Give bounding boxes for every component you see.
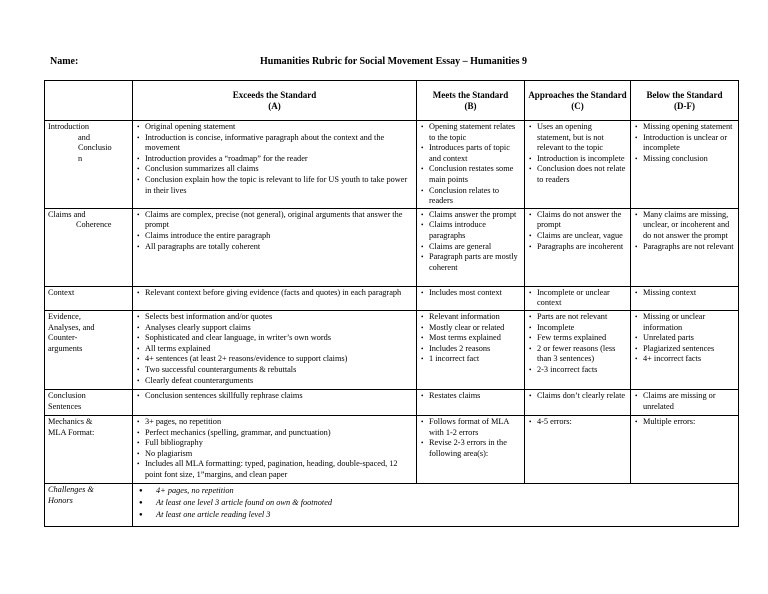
cell-below: • Multiple errors: (631, 415, 739, 483)
column-header-c: Approaches the Standard (C) (525, 81, 631, 121)
rubric-row-context (45, 286, 739, 310)
column-header-a: Exceeds the Standard (A) (133, 81, 417, 121)
rubric-row-conclusion-sentences (45, 389, 739, 415)
header-blank-cell (45, 81, 133, 121)
criterion-cell: Challenges & Honors (45, 483, 133, 526)
cell-exceeds: • Original opening statement • Introduction is concise, informative paragraph about the context and the movement • Introduction provides a “roadmap” for the reader • Conclusion summarizes all claims • Conclusion explain how the topic is relevant to life for US youth to take power in their lives (133, 121, 417, 209)
cell-below: • Missing or unclear information • Unrelated parts • Plagiarized sentences • 4+ incorrect facts (631, 310, 739, 389)
challenge-item: ● 4+ pages, no repetition (136, 485, 735, 497)
column-header-row (45, 81, 739, 121)
document-title: Humanities Rubric for Social Movement Essay – Humanities 9 (260, 56, 528, 67)
cell-exceeds: • Claims are complex, precise (not general), original arguments that answer the prompt • Claims introduce the entire paragraph • All paragraphs are totally coherent (133, 208, 417, 286)
cell-meets: • Claims answer the prompt • Claims introduce paragraphs • Claims are general • Paragraph parts are mostly coherent (417, 208, 525, 286)
cell-approaches: • Parts are not relevant • Incomplete • Few terms explained • 2 or fewer reasons (less than 3 sentences) • 2-3 incorrect facts (525, 310, 631, 389)
name-label: Name: (50, 56, 79, 67)
cell-meets: • Opening statement relates to the topic • Introduces parts of topic and context • Conclusion restates some main points • Conclusion relates to readers (417, 121, 525, 209)
cell-exceeds: • Conclusion sentences skillfully rephrase claims (133, 389, 417, 415)
column-header-b: Meets the Standard (B) (417, 81, 525, 121)
challenge-item: ● At least one level 3 article found on own & footnoted (136, 497, 735, 509)
cell-below: • Missing opening statement • Introduction is unclear or incomplete • Missing conclusion (631, 121, 739, 209)
cell-below: • Many claims are missing, unclear, or incoherent and do not answer the prompt • Paragraphs are not relevant (631, 208, 739, 286)
challenges-cell (133, 483, 739, 526)
cell-exceeds: • Selects best information and/or quotes • Analyses clearly support claims • Sophisticated and clear language, in writer’s own words • All terms explained • 4+ sentences (at least 2+ reasons/evidence to support claims) • Two successful counterarguments & rebuttals • Clearly defeat counterarguments (133, 310, 417, 389)
criterion-cell: Context (45, 286, 133, 310)
cell-exceeds: • 3+ pages, no repetition • Perfect mechanics (spelling, grammar, and punctuation) • Full bibliography • No plagiarism • Includes all MLA formatting: typed, pagination, heading, double-spaced, 12 point font size, 1”margins, and clean paper (133, 415, 417, 483)
criterion-cell: Mechanics & MLA Format: (45, 415, 133, 483)
column-header-d: Below the Standard (D-F) (631, 81, 739, 121)
criterion-cell: Introduction and Conclusio n (45, 121, 133, 209)
cell-exceeds: • Relevant context before giving evidence (facts and quotes) in each paragraph (133, 286, 417, 310)
rubric-row-mechanics (45, 415, 739, 483)
cell-approaches: • Claims don’t clearly relate (525, 389, 631, 415)
cell-below: • Missing context (631, 286, 739, 310)
criterion-cell: Claims and Coherence (45, 208, 133, 286)
cell-meets: • Restates claims (417, 389, 525, 415)
page-header (50, 56, 740, 70)
cell-approaches: • Claims do not answer the prompt • Claims are unclear, vague • Paragraphs are incoherent (525, 208, 631, 286)
challenge-item: ● At least one article reading level 3 (136, 509, 735, 521)
cell-approaches: • Uses an opening statement, but is not relevant to the topic • Introduction is incomplete • Conclusion does not relate to readers (525, 121, 631, 209)
cell-meets: • Relevant information • Mostly clear or related • Most terms explained • Includes 2 reasons • 1 incorrect fact (417, 310, 525, 389)
cell-approaches: • Incomplete or unclear context (525, 286, 631, 310)
cell-meets: • Follows format of MLA with 1-2 errors • Revise 2-3 errors in the following area(s): (417, 415, 525, 483)
rubric-row-challenges (45, 483, 739, 526)
criterion-cell: Evidence, Analyses, and Counter- arguments (45, 310, 133, 389)
cell-approaches: • 4-5 errors: (525, 415, 631, 483)
rubric-row-evidence (45, 310, 739, 389)
rubric-row-claims (45, 208, 739, 286)
cell-meets: • Includes most context (417, 286, 525, 310)
cell-below: • Claims are missing or unrelated (631, 389, 739, 415)
rubric-table (44, 80, 739, 527)
rubric-row-introduction (45, 121, 739, 209)
criterion-cell: Conclusion Sentences (45, 389, 133, 415)
